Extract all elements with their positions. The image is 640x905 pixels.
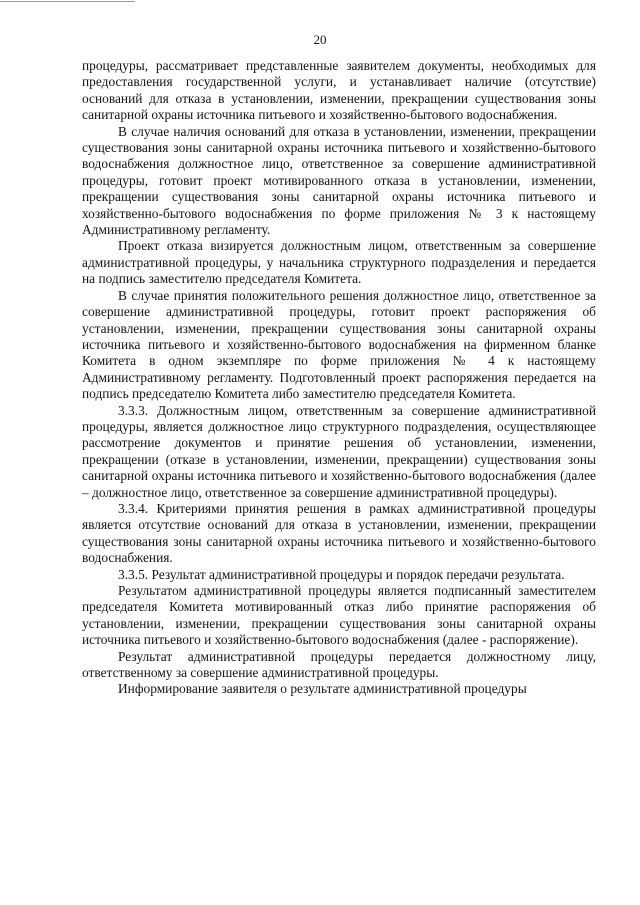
paragraph-result-transfer: Результат административной процедуры передается должностному лицу, ответственному за совершение административной процедуры. bbox=[82, 648, 596, 681]
paragraph-refusal-approval: Проект отказа визируется должностным лицом, ответственным за совершение административной процедуры, у начальника структурного подразделения и передается на подпись заместителю председателя Комитета. bbox=[82, 238, 596, 287]
document-body bbox=[82, 58, 596, 698]
paragraph-3-3-4: 3.3.4. Критериями принятия решения в рамках административной процедуры является отсутствие оснований для отказа в установлении, изменении, прекращении существования зоны санитарной охраны источника питьевого и хозяйственно-бытового водоснабжения. bbox=[82, 500, 596, 566]
paragraph-continuation: процедуры, рассматривает представленные заявителем документы, необходимых для предоставления государственной услуги, и устанавливает наличие (отсутствие) оснований для отказа в установлении, изменении, прекращении существования зоны санитарной охраны источника питьевого и хозяйственно-бытового водоснабжения. bbox=[82, 58, 596, 123]
page-edge-mark bbox=[0, 1, 135, 4]
paragraph-3-3-5: 3.3.5. Результат административной процедуры и порядок передачи результата. bbox=[118, 566, 565, 582]
paragraph-result: Результатом административной процедуры является подписанный заместителем председателя Комитета мотивированный отказ либо принятие распоряжения об установлении, изменении, прекращении существования зоны санитарной охраны источника питьевого и хозяйственно-бытового водоснабжения (далее - распоряжение). bbox=[82, 583, 596, 648]
page-number: 20 bbox=[313, 32, 327, 47]
paragraph-3-3-3: 3.3.3. Должностным лицом, ответственным за совершение административной процедуры, является должностное лицо структурного подразделения, осуществляющее рассмотрение документов и принятие решения об установлении, изменении, прекращении (отказе в установлении, изменении, прекращении) существования зоны санитарной охраны источника питьевого и хозяйственно-бытового водоснабжения (далее – должностное лицо, ответственное за совершение административной процедуры). bbox=[82, 402, 596, 500]
paragraph-refusal-grounds: В случае наличия оснований для отказа в установлении, изменении, прекращении существования зоны санитарной охраны источника питьевого и хозяйственно-бытового водоснабжения должностное лицо, ответственное за совершение административной процедуры, готовит проект мотивированного отказа в установлении, изменении, прекращении существования зоны санитарной охраны источника питьевого и хозяйственно-бытового водоснабжения по форме приложения № 3 к настоящему Административному регламенту. bbox=[82, 123, 596, 238]
paragraph-informing: Информирование заявителя о результате административной процедуры bbox=[118, 681, 527, 697]
paragraph-positive-decision: В случае принятия положительного решения должностное лицо, ответственное за совершение административной процедуры, готовит проект распоряжения об установлении, изменении, прекращении существования зоны санитарной охраны источника питьевого и хозяйственно-бытового водоснабжения на фирменном бланке Комитета в одном экземпляре по форме приложения № 4 к настоящему Административному регламенту. Подготовленный проект распоряжения передается на подпись председателю Комитета либо заместителю председателя Комитета. bbox=[82, 287, 596, 402]
